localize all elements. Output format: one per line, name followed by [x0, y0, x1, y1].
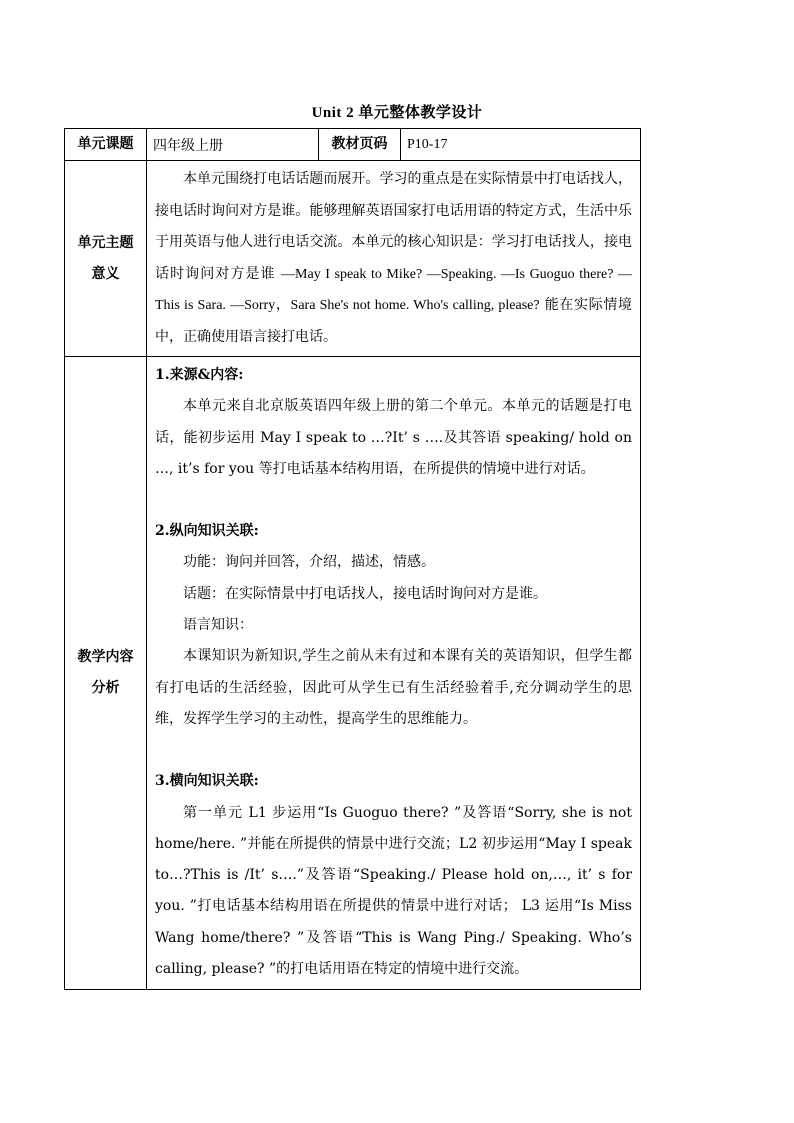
section2-heading: 2.纵向知识关联: [155, 523, 259, 540]
unit-theme-paragraph [155, 164, 632, 353]
unit-design-table [64, 128, 641, 990]
content-analysis-row [65, 357, 641, 990]
content-analysis-label-line1: 教学内容 [77, 649, 134, 666]
section1-heading: 1.来源&内容: [155, 367, 244, 383]
unit-theme-label-line1: 单元主题 [77, 234, 134, 251]
unit-theme-text [147, 161, 641, 357]
textbook-page-label: 教材页码 [319, 129, 401, 161]
section1-text: 本单元来自北京版英语四年级上册的第二个单元。本单元的话题是打电话，能初步运用 May I speak to …?It’ s ….及其答语 speaking/ hold on …, it’s for you 等打电话基本结构用语，在所提供的情境中进行对话。 [155, 398, 632, 477]
unit-topic-row [65, 129, 641, 161]
section3-heading: 3.横向知识关联: [155, 773, 259, 790]
unit-theme-row [65, 161, 641, 357]
unit-theme-label [65, 161, 147, 357]
unit-theme-text-part3: 能在实际情境中，正确使用语言接打电话。 [155, 297, 633, 345]
section3-text: 第一单元 L1 步运用“Is Guoguo there? ”及答语“Sorry, she is not home/here. ”并能在所提供的情景中进行交流；L2 初步运用“May I speak to…?This is /It’ s….”及答语“Speaking./ Please hold on,…, it’ s for you. ”打电话基本结构用语在所提供的情景中进行对话； L3 运用“Is Miss Wang home/there? ”及答语“This is Wang Ping./ Speaking. Who’s calling, please? ”的打电话用语在特定的情境中进行交流。 [155, 804, 632, 978]
unit-theme-dialogue: —May I speak to Mike? —Speaking. —Is Guoguo there? —This is Sara. —Sorry，Sara She's not home. Who's calling, please? [155, 266, 633, 313]
unit-topic-value: 四年级上册 [147, 129, 319, 161]
content-analysis-label [65, 357, 147, 990]
section2-text: 本课知识为新知识,学生之前从未有过和本课有关的英语知识，但学生都有打电话的生活经验，因此可从学生已有生活经验着手,充分调动学生的思维，发挥学生学习的主动性，提高学生的思维能力。 [155, 648, 632, 727]
section2-function-line: 功能：询问并回答，介绍，描述，情感。 [183, 554, 435, 571]
spacer [155, 485, 632, 516]
unit-theme-text-part1: 本单元围绕打电话话题而展开。学习的重点是在实际情景中打电话找人，接电话时询问对方是谁。能够理解英语国家打电话用语的特定方式，生活中乐于用英语与他人进行电话交流。本单元的核心知识是：学习打电话找人，接电话时询问对方是谁 [155, 171, 632, 282]
unit-theme-label-line2: 意义 [91, 265, 120, 282]
document-title: Unit 2 单元整体教学设计 [311, 105, 483, 121]
section2-topic-line: 话题：在实际情景中打电话找人，接电话时询问对方是谁。 [183, 585, 547, 602]
unit-topic-label: 单元课题 [65, 129, 147, 161]
content-analysis-label-line2: 分析 [91, 680, 120, 697]
content-analysis-text [147, 357, 641, 990]
textbook-page-value: P10-17 [401, 129, 641, 161]
spacer [155, 735, 632, 766]
section2-language-line: 语言知识： [183, 617, 253, 634]
